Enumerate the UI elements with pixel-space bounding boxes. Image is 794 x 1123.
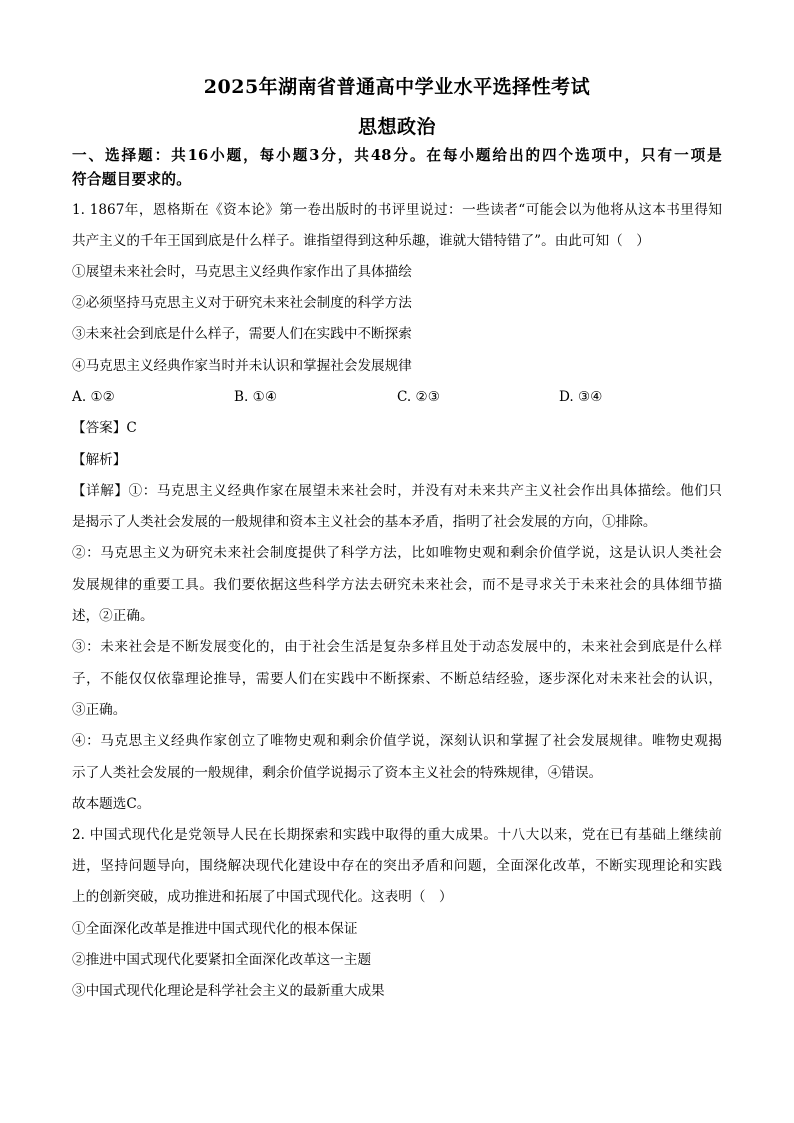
q2-statement-3: ③中国式现代化理论是科学社会主义的最新重大成果 (72, 983, 385, 999)
q1-detail-line-10: 示了人类社会发展的一般规律，剩余价值学说揭示了资本主义社会的特殊规律，④错误。 (72, 765, 603, 781)
q1-answer: 【答案】C (72, 420, 137, 436)
q1-stem-line-1: 1. 1867年，恩格斯在《资本论》第一卷出版时的书评里说过：一些读者“可能会以为他将从这本书里得知 (72, 202, 722, 218)
q1-detail-line-1: 【详解】①：马克思主义经典作家在展望未来社会时，并没有对未来共产主义社会作出具体描绘。他们只 (72, 483, 722, 499)
q2-stem-line-3: 上的创新突破，成功推进和拓展了中国式现代化。这表明（ ） (72, 889, 453, 905)
q1-statement-2: ②必须坚持马克思主义对于研究未来社会制度的科学方法 (72, 295, 412, 311)
q1-detail-line-8: ③正确。 (72, 702, 127, 718)
q1-detail-line-9: ④：马克思主义经典作家创立了唯物史观和剩余价值学说，深刻认识和掌握了社会发展规律。唯物史观揭 (72, 733, 722, 749)
q2-statement-2: ②推进中国式现代化要紧扣全面深化改革这一主题 (72, 952, 372, 968)
page-title: 2025年湖南省普通高中学业水平选择性考试 (203, 76, 591, 98)
q1-detail-line-3: ②：马克思主义为研究未来社会制度提供了科学方法，比如唯物史观和剩余价值学说，这是认识人类社会 (72, 545, 722, 561)
q2-stem-line-1: 2. 中国式现代化是党领导人民在长期探索和实践中取得的重大成果。十八大以来，党在已有基础上继续前 (72, 827, 722, 843)
q1-option-d: D. ③④ (559, 389, 603, 405)
q1-detail-line-4: 发展规律的重要工具。我们要依据这些科学方法去研究未来社会，而不是寻求关于未来社会的具体细节描 (72, 577, 722, 593)
q1-stem-line-2: 共产主义的千年王国到底是什么样子。谁指望得到这种乐趣，谁就大错特错了”。由此可知（ ） (72, 233, 650, 249)
section-heading-line-1: 一、选择题：共16小题，每小题3分，共48分。在每小题给出的四个选项中，只有一项是 (72, 147, 722, 164)
q1-statement-4: ④马克思主义经典作家当时并未认识和掌握社会发展规律 (72, 358, 412, 374)
q1-detail-line-7: 子，不能仅仅依靠理论推导，需要人们在实践中不断探索、不断总结经验，逐步深化对未来社会的认识， (72, 671, 722, 687)
q1-option-c: C. ②③ (397, 389, 440, 405)
q1-analysis-label: 【解析】 (72, 452, 127, 468)
q1-detail-line-6: ③：未来社会是不断发展变化的，由于社会生活是复杂多样且处于动态发展中的，未来社会到底是什么样 (72, 639, 722, 655)
q1-detail-line-5: 述，②正确。 (72, 608, 154, 624)
q1-statement-1: ①展望未来社会时，马克思主义经典作家作出了具体描绘 (72, 264, 412, 280)
q1-detail-line-2: 是揭示了人类社会发展的一般规律和资本主义社会的基本矛盾，指明了社会发展的方向，①排除。 (72, 514, 657, 530)
section-heading-line-2: 符合题目要求的。 (72, 171, 192, 188)
q1-option-b: B. ①④ (234, 389, 278, 405)
q1-conclusion: 故本题选C。 (72, 796, 151, 812)
q2-statement-1: ①全面深化改革是推进中国式现代化的根本保证 (72, 921, 358, 937)
q1-option-a: A. ①② (72, 389, 115, 405)
page-subtitle: 思想政治 (357, 116, 436, 138)
q1-statement-3: ③未来社会到底是什么样子，需要人们在实践中不断探索 (72, 326, 412, 342)
q2-stem-line-2: 进，坚持问题导向，围绕解决现代化建设中存在的突出矛盾和问题，全面深化改革，不断实现理论和实践 (72, 858, 722, 874)
